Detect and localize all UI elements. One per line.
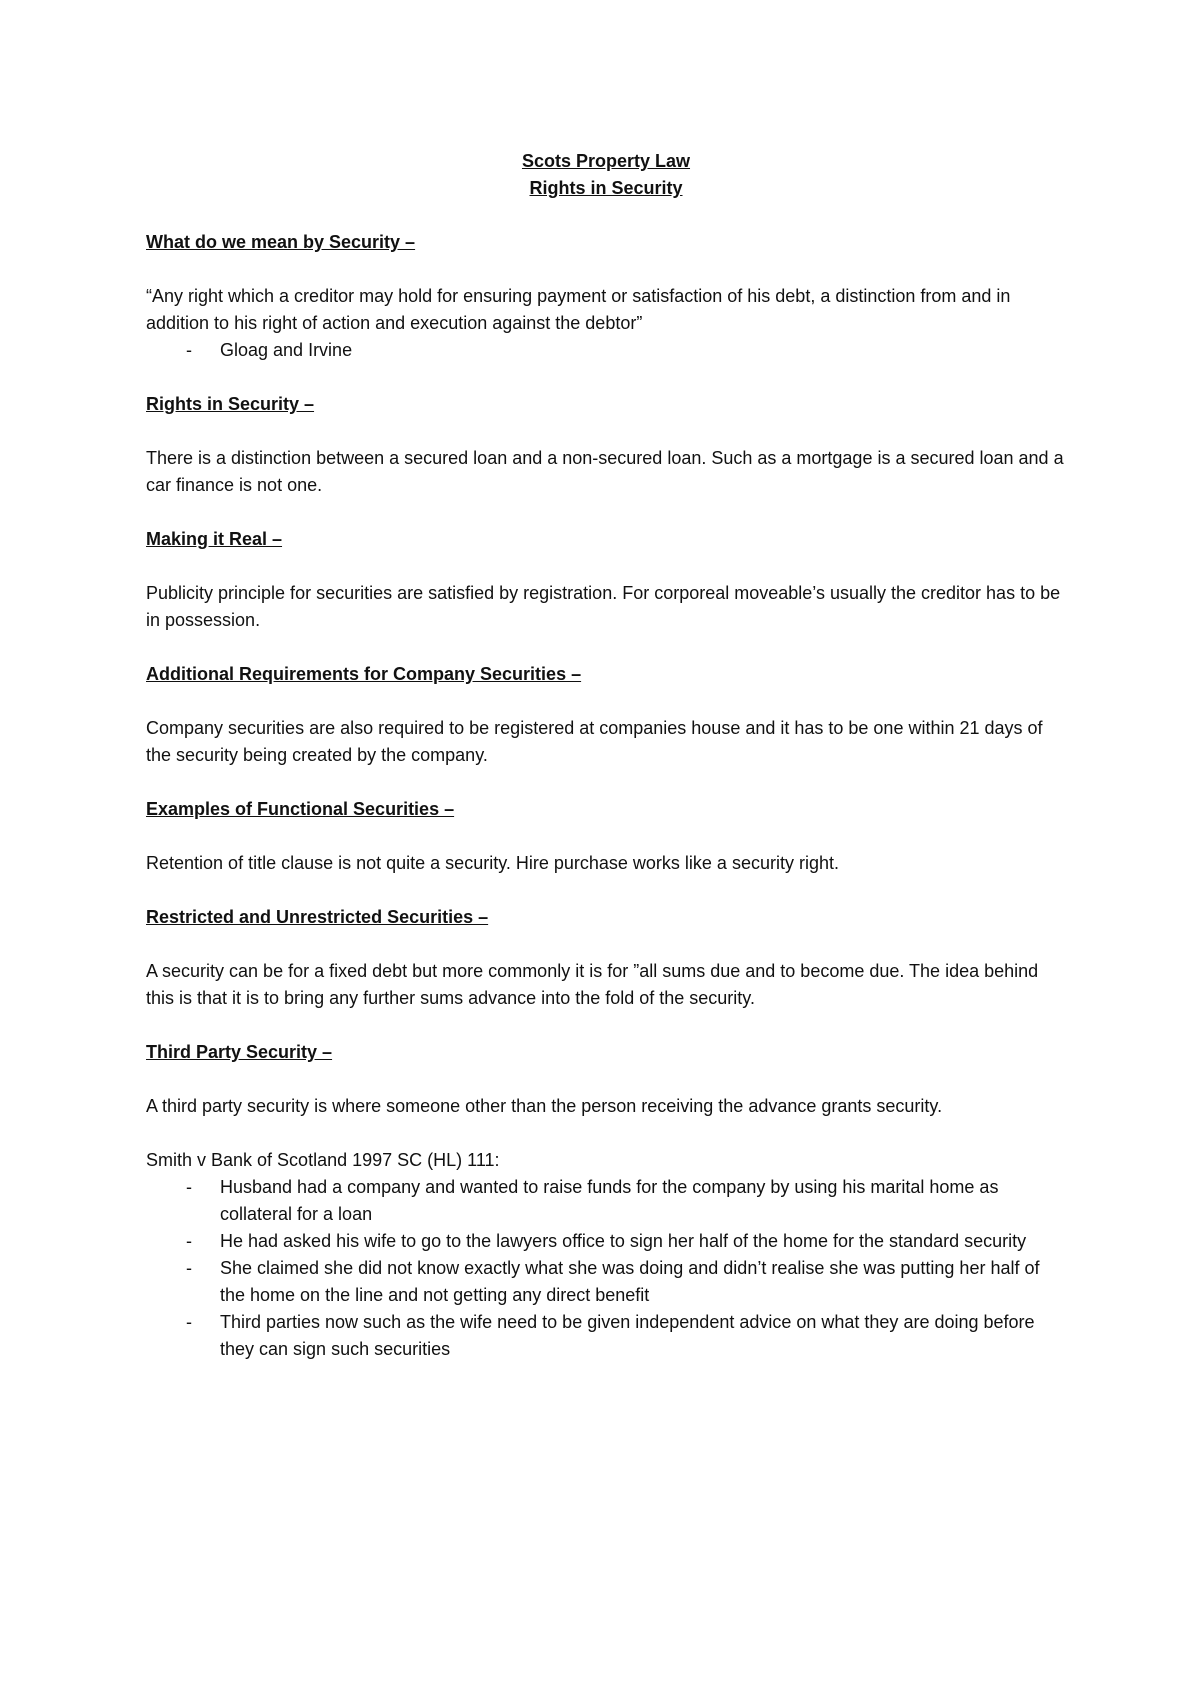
list-item <box>146 1255 1066 1309</box>
case-point-text: Third parties now such as the wife need to be given independent advice on what they are doing before they can sign such securities <box>220 1312 1035 1359</box>
case-point-text: He had asked his wife to go to the lawyers office to sign her half of the home for the standard security <box>220 1231 1027 1251</box>
section-heading-third-party: Third Party Security – <box>146 1042 333 1062</box>
section-heading-real: Making it Real – <box>146 529 283 549</box>
attribution-item <box>146 337 1066 364</box>
list-item <box>146 1309 1066 1363</box>
title-block <box>146 148 1066 202</box>
section-heading-rights: Rights in Security – <box>146 394 315 414</box>
dash-marker: - <box>186 1312 192 1332</box>
section-body-real: Publicity principle for securities are satisfied by registration. For corporeal moveable’s usually the creditor has to be in possession. <box>146 583 1061 630</box>
document-subtitle: Rights in Security <box>529 178 683 198</box>
section-body-company: Company securities are also required to be registered at companies house and it has to be one within 21 days of the security being created by the company. <box>146 718 1043 765</box>
section-body-rights: There is a distinction between a secured loan and a non-secured loan. Such as a mortgage is a secured loan and a car finance is not one. <box>146 448 1064 495</box>
section-body-functional: Retention of title clause is not quite a security. Hire purchase works like a security right. <box>146 853 839 873</box>
section-body-third-party: A third party security is where someone other than the person receiving the advance grants security. <box>146 1096 943 1116</box>
list-item <box>146 1174 1066 1228</box>
section-heading-meaning: What do we mean by Security – <box>146 232 416 252</box>
document-title: Scots Property Law <box>521 151 691 171</box>
list-item <box>146 1228 1066 1255</box>
dash-marker: - <box>186 1258 192 1278</box>
case-points-list <box>146 1174 1066 1363</box>
attribution-text: Gloag and Irvine <box>220 340 353 360</box>
case-citation: Smith v Bank of Scotland 1997 SC (HL) 111: <box>146 1150 500 1170</box>
section-body-restricted: A security can be for a fixed debt but more commonly it is for ”all sums due and to become due. The idea behind this is that it is to bring any further sums advance into the fold of the security. <box>146 961 1039 1008</box>
dash-marker: - <box>186 1177 192 1197</box>
attribution-list <box>146 337 1066 364</box>
dash-marker: - <box>186 340 192 360</box>
case-point-text: She claimed she did not know exactly what she was doing and didn’t realise she was putting her half of the home on the line and not getting any direct benefit <box>220 1258 1040 1305</box>
case-point-text: Husband had a company and wanted to raise funds for the company by using his marital home as collateral for a loan <box>220 1177 999 1224</box>
document-page <box>146 148 1066 1390</box>
section-heading-functional: Examples of Functional Securities – <box>146 799 455 819</box>
definition-quote: “Any right which a creditor may hold for ensuring payment or satisfaction of his debt, a distinction from and in addition to his right of action and execution against the debtor” <box>146 286 1011 333</box>
section-heading-company: Additional Requirements for Company Securities – <box>146 664 582 684</box>
dash-marker: - <box>186 1231 192 1251</box>
section-heading-restricted: Restricted and Unrestricted Securities – <box>146 907 489 927</box>
